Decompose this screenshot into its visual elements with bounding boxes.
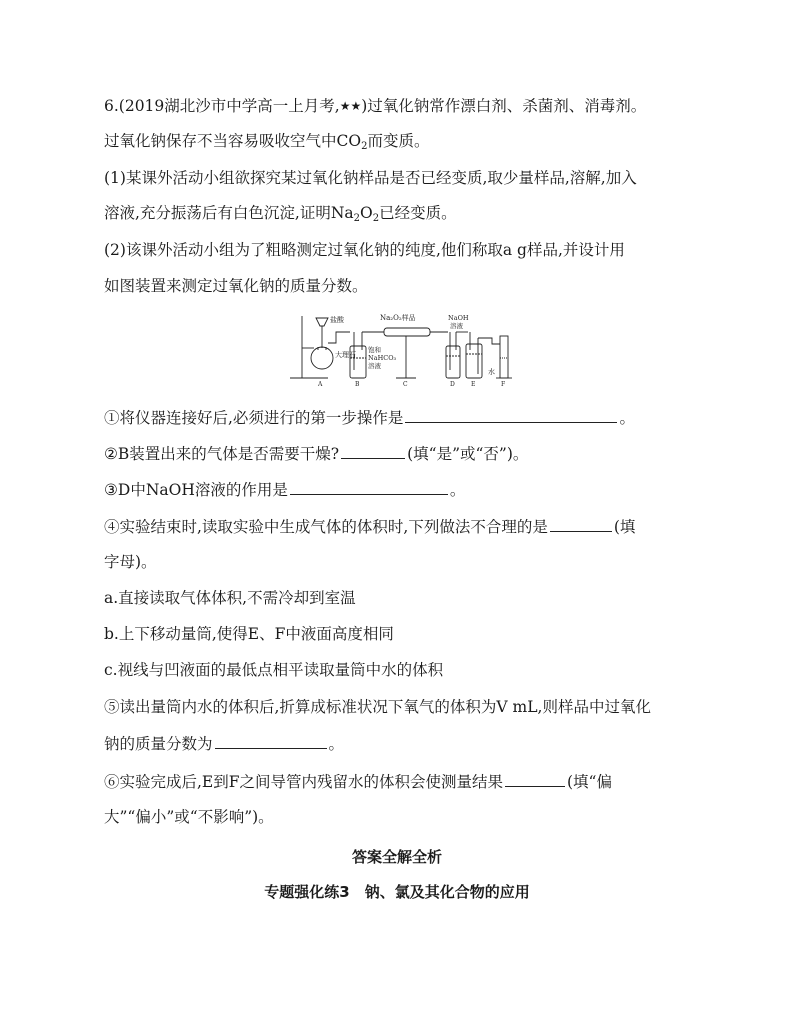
option-c: c.视线与凹液面的最低点相平读取量筒中水的体积 (104, 661, 444, 679)
item-2: ②B装置出来的气体是否需要干燥? (填“是”或“否”)。 (104, 445, 529, 463)
apparatus-f (496, 336, 512, 378)
label-water: 水 (488, 368, 495, 376)
item-5-line1: ⑤读出量筒内水的体积后,折算成标准状况下氧气的体积为V mL,则样品中过氧化 (104, 698, 651, 716)
label-nahco3-3: 溶液 (368, 362, 381, 370)
item-3: ③D中NaOH溶液的作用是 。 (104, 481, 466, 499)
label-e: E (471, 381, 476, 386)
answer-blank-3[interactable] (290, 479, 448, 495)
question-stem-line1 (104, 96, 646, 116)
item-6-line1: ⑥实验完成后,E到F之间导管内残留水的体积会使测量结果 (填“偏 (104, 773, 612, 791)
label-c: C (403, 381, 408, 386)
answers-heading: 答案全解全析 (351, 848, 442, 866)
item-6-line2: 大”“偏小”或“不影响”)。 (104, 808, 274, 826)
question-stem-text: )过氧化钠常作漂白剂、杀菌剂、消毒剂。 (361, 97, 647, 115)
label-f: F (501, 381, 506, 386)
part1-line2: 溶液,充分振荡后有白色沉淀,证明$Na_2O_2$已经变质。 (104, 204, 457, 224)
label-nahco3-1: 饱和 (368, 346, 381, 354)
label-marble: 大理石 (335, 351, 356, 359)
label-hcl: 盐酸 (330, 316, 344, 324)
item-5-line2: 钠的质量分数为 。 (104, 735, 345, 753)
question-stem-line2: 过氧化钠保存不当容易吸收空气中$CO_2$而变质。 (104, 132, 430, 152)
answer-blank-6[interactable] (505, 771, 565, 787)
answer-blank-5[interactable] (215, 733, 327, 749)
option-a: a.直接读取气体体积,不需冷却到室温 (104, 589, 356, 607)
label-naoh-1: NaOH (448, 314, 469, 322)
part2-line2: 如图装置来测定过氧化钠的质量分数。 (104, 277, 368, 295)
answer-blank-1[interactable] (405, 407, 617, 423)
label-a: A (318, 381, 323, 386)
answer-blank-4[interactable] (550, 516, 612, 532)
question-source: 6.(2019湖北沙市中学高一上月考, (104, 97, 340, 115)
item-4-line1: ④实验结束时,读取实验中生成气体的体积时,下列做法不合理的是 (填 (104, 518, 636, 536)
apparatus-d (446, 332, 468, 378)
answer-blank-2[interactable] (341, 443, 405, 459)
label-b: B (355, 381, 360, 386)
label-d: D (450, 381, 455, 386)
item-1: ①将仪器连接好后,必须进行的第一步操作是 。 (104, 409, 635, 427)
option-b: b.上下移动量筒,使得E、F中液面高度相同 (104, 625, 394, 643)
label-sample: Na₂O₂样品 (380, 314, 416, 322)
item-4-line2: 字母)。 (104, 553, 157, 571)
section-heading: 专题强化练3 钠、氯及其化合物的应用 (264, 883, 530, 901)
star-difficulty-icon: ★★ (339, 99, 362, 113)
apparatus-figure (288, 308, 516, 386)
apparatus-a (290, 316, 350, 378)
part2-line1: (2)该课外活动小组为了粗略测定过氧化钠的纯度,他们称取a g样品,并设计用 (104, 241, 625, 259)
part1-line1: (1)某课外活动小组欲探究某过氧化钠样品是否已经变质,取少量样品,溶解,加入 (104, 169, 637, 187)
label-nahco3-2: NaHCO₃ (368, 354, 397, 362)
label-naoh-2: 溶液 (450, 322, 463, 330)
apparatus-c (384, 328, 448, 378)
